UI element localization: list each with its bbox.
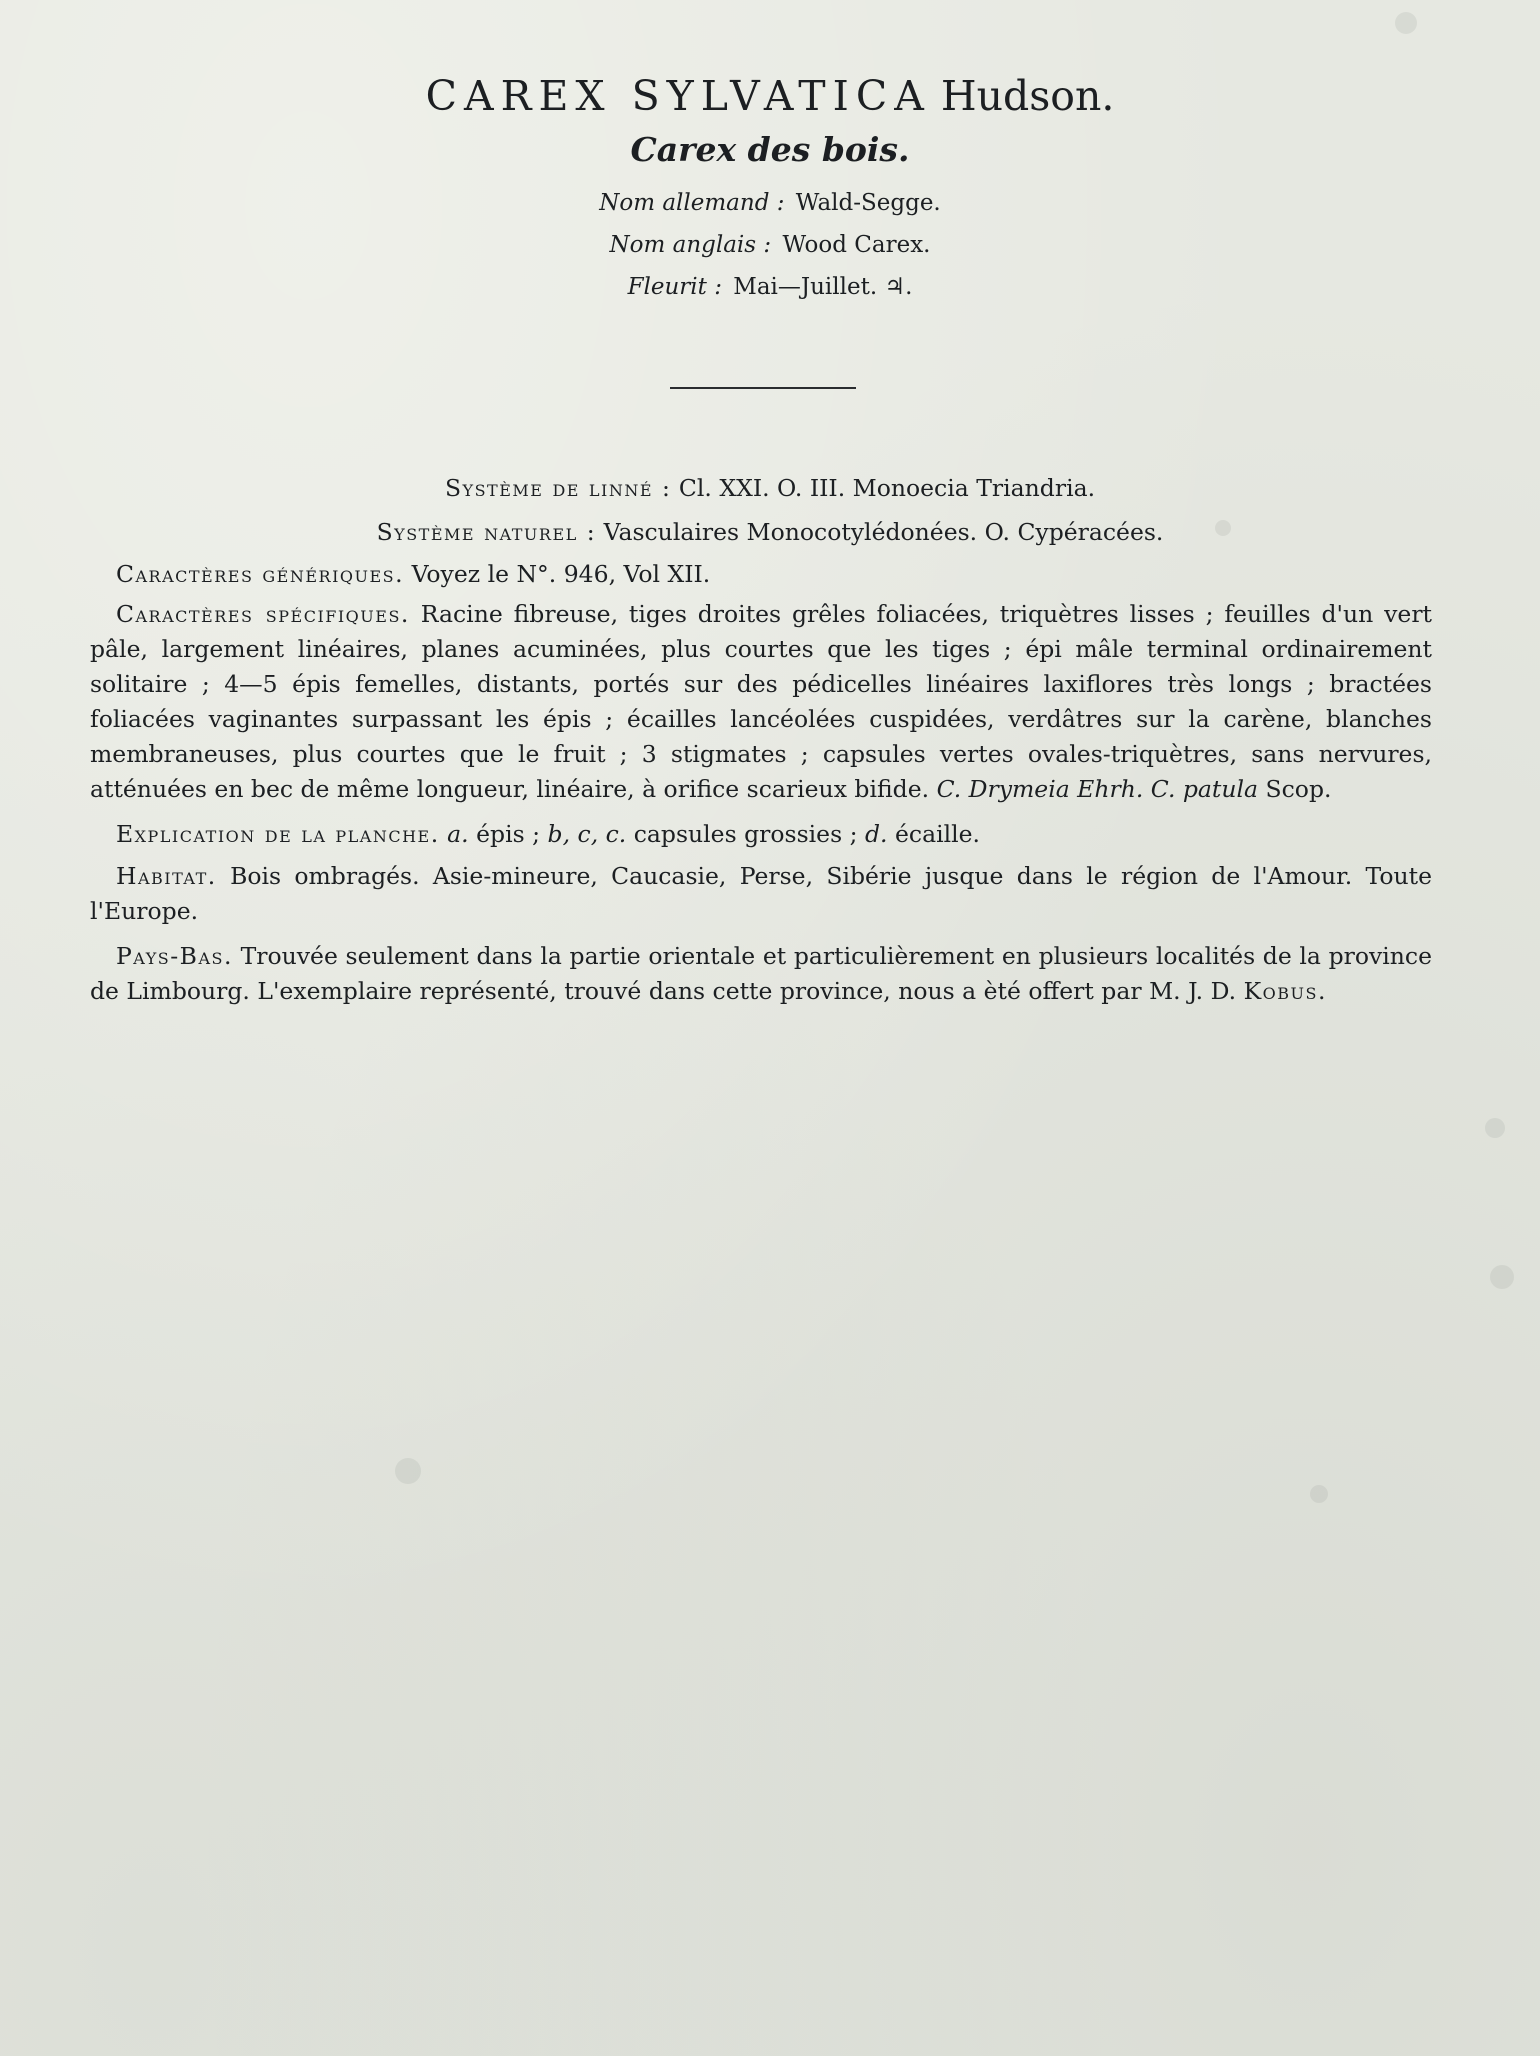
donor-name: Kobus.: [1243, 977, 1327, 1005]
natural-system-label: Système naturel :: [376, 518, 597, 546]
generic-characters-value: Voyez le N°. 946, Vol XII.: [411, 560, 711, 588]
german-name: [0, 188, 1540, 218]
habitat: [90, 859, 1432, 929]
natural-system: [0, 516, 1540, 548]
synonym-drymeia: C. Drymeia Ehrh.: [936, 775, 1144, 803]
plate-explanation-label: Explication de la planche.: [116, 820, 440, 848]
flowering-value: Mai—Juillet. ♃.: [733, 274, 913, 300]
plate-text-d: écaille.: [895, 820, 981, 848]
flowering-period: [0, 272, 1540, 302]
specific-characters-label: Caractères spécifiques.: [116, 600, 410, 628]
german-name-label: Nom allemand :: [599, 190, 785, 216]
netherlands-distribution: [90, 939, 1432, 1009]
english-name-label: Nom anglais :: [609, 232, 772, 258]
linnean-system: [0, 472, 1540, 504]
plate-letter-a: a.: [447, 820, 469, 848]
generic-characters-label: Caractères génériques.: [116, 560, 405, 588]
paper-spot: [1485, 1118, 1505, 1138]
netherlands-text: Trouvée seulement dans la partie orientale et particulièrement en plusieurs localités de la province de Limbourg. L'exemplaire représenté, trouvé dans cette province, nous a èté offert par: [90, 942, 1432, 1005]
plate-text-a: épis ;: [476, 820, 541, 848]
synonym-patula: C. patula: [1150, 775, 1259, 803]
species-name: CAREX SYLVATICA: [425, 72, 931, 120]
habitat-label: Habitat.: [116, 862, 217, 890]
german-name-value: Wald-Segge.: [795, 190, 941, 216]
english-name-value: Wood Carex.: [782, 232, 931, 258]
english-name: [0, 230, 1540, 260]
paper-spot: [1310, 1485, 1328, 1503]
linnean-system-value: Cl. XXI. O. III. Monoecia Triandria.: [678, 474, 1096, 502]
divider-rule: [670, 387, 856, 389]
generic-characters: [90, 557, 1432, 592]
page-title: [0, 68, 1540, 124]
donor-initials: M. J. D.: [1149, 977, 1237, 1005]
specific-characters: [90, 597, 1432, 807]
species-author: Hudson.: [940, 72, 1115, 120]
natural-system-value: Vasculaires Monocotylédonées. O. Cypéracées.: [603, 518, 1164, 546]
plate-explanation: [90, 817, 1432, 852]
specific-characters-text: Racine fibreuse, tiges droites grêles foliacées, triquètres lisses ; feuilles d'un vert pâle, largement linéaires, planes acuminées, plus courtes que les tiges ; épi mâle terminal ordinairement solitaire ; 4—5 épis femelles, distants, portés sur des pédicelles linéaires laxiflores très longs ; bractées foliacées vaginantes surpassant les épis ; écailles lancéolées cuspidées, verdâtres sur la carène, blanches membraneuses, plus courtes que le fruit ; 3 stigmates ; capsules vertes ovales-triquètres, sans nervures, atténuées en bec de même longueur, linéaire, à orifice scarieux bifide.: [90, 600, 1432, 803]
synonym-patula-author: Scop.: [1265, 775, 1332, 803]
plate-text-bcc: capsules grossies ;: [633, 820, 858, 848]
plate-letter-d: d.: [865, 820, 888, 848]
plate-letters-bcc: b, c, c.: [547, 820, 627, 848]
paper-spot: [395, 1458, 421, 1484]
habitat-text: Bois ombragés. Asie-mineure, Caucasie, Perse, Sibérie jusque dans le région de l'Amour. Toute l'Europe.: [90, 862, 1432, 925]
common-name: Carex des bois.: [630, 130, 910, 169]
paper-spot: [1395, 12, 1417, 34]
netherlands-label: Pays-Bas.: [116, 942, 233, 970]
paper-spot: [1490, 1265, 1514, 1289]
linnean-system-label: Système de linné :: [444, 474, 672, 502]
flowering-label: Fleurit :: [627, 274, 722, 300]
